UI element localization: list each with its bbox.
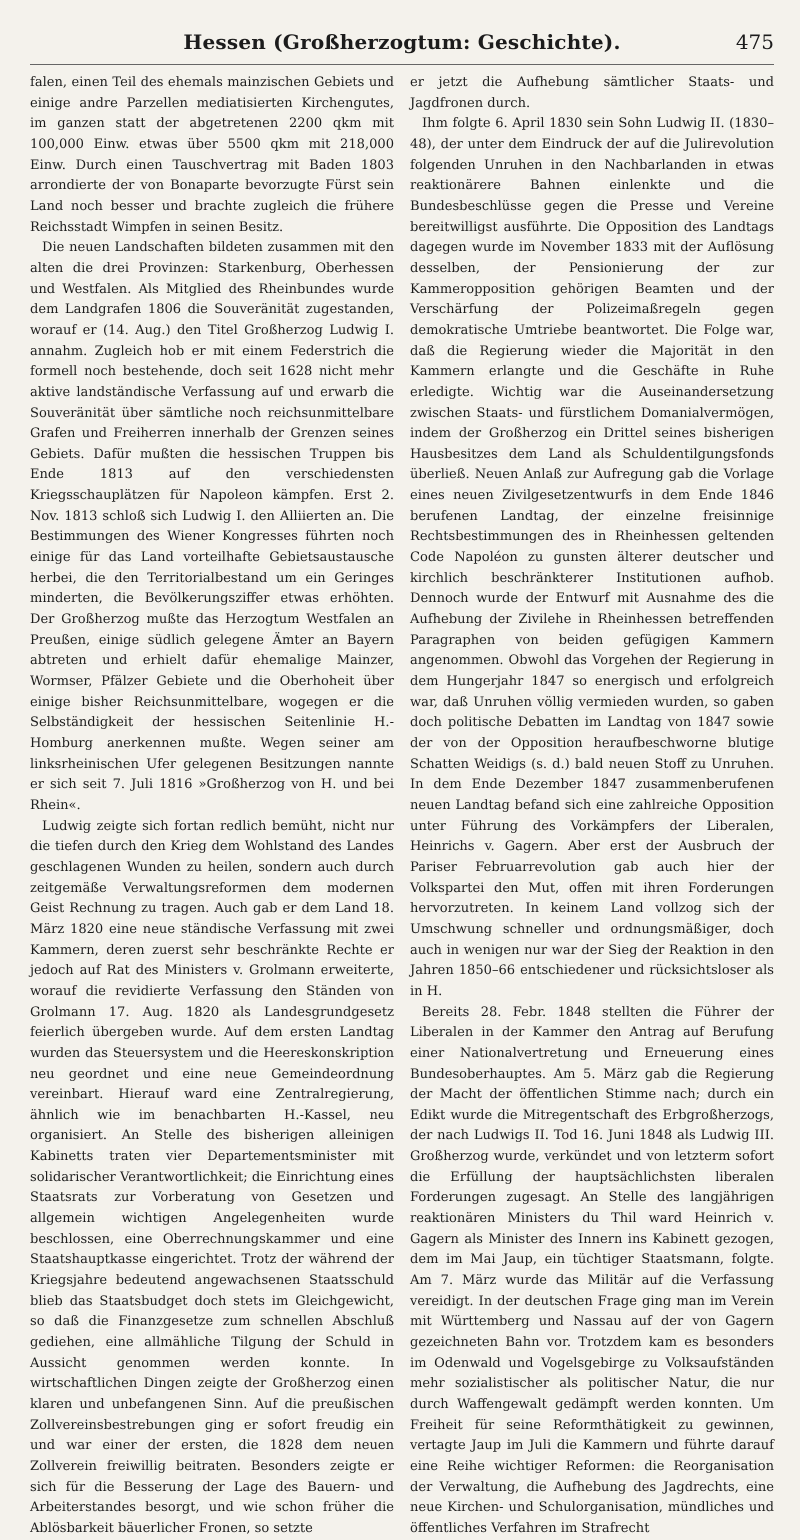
page-number: 475 xyxy=(735,30,774,54)
left-paragraph-1: falen, einen Teil des ehemals mainzischen Gebiets und einige andre Parzellen mediatisierten Kirchengutes, im ganzen statt der abgetretenen 2200 qkm mit 100,000 Einw. etwas über 5500 qkm mit 218,000 Einw. Durch einen Tauschvertrag mit Baden 1803 arrondierte der von Bonaparte bevorzugte Fürst sein Land noch besser und brachte zugleich die frühere Reichsstadt Wimpfen in seinen Besitz. xyxy=(30,75,394,235)
right-column xyxy=(410,73,774,1540)
right-paragraph-3: Bereits 28. Febr. 1848 stellten die Führer der Liberalen in der Kammer den Antrag auf Berufung einer Nationalvertretung und Erneuerung eines Bundesoberhauptes. Am 5. März gab die Regierung der Macht der öffentlichen Stimme nach; durch ein Edikt wurde die Mitregentschaft des Erbgroßherzogs, der nach Ludwigs II. Tod 16. Juni 1848 als Ludwig III. Großherzog wurde, verkündet und von letzterm sofort die Erfüllung der hauptsächlichsten liberalen Forderungen zugesagt. An Stelle des langjährigen reaktionären Ministers du Thil ward Heinrich v. Gagern als Minister des Innern ins Kabinett gezogen, dem im Mai Jaup, ein tüchtiger Staatsmann, folgte. Am 7. März wurde das Militär auf die Verfassung vereidigt. In der deutschen Frage ging man im Verein mit Württemberg und Nassau auf der von Gagern gezeichneten Bahn vor. Trotzdem kam es besonders im Odenwald und Vogelsgebirge zu Volksaufständen mehr sozialistischer als politischer Natur, die nur durch Waffengewalt gedämpft werden konnten. Um Freiheit für seine Reformthätigkeit zu gewinnen, vertagte Jaup im Juli die Kammern und führte darauf eine Reihe wichtiger Reformen: die Reorganisation der Verwaltung, die Aufhebung des Jagdrechts, eine neue Kirchen- und Schulorganisation, mündliches und öffentliches Verfahren im Strafrecht xyxy=(410,1004,774,1536)
left-paragraph-2: Die neuen Landschaften bildeten zusammen mit den alten die drei Provinzen: Starkenburg, Oberhessen und Westfalen. Als Mitglied des Rheinbundes wurde dem Landgrafen 1806 die Souveränität zugestanden, worauf er (14. Aug.) den Titel Großherzog Ludwig I. annahm. Zugleich hob er mit einem Federstrich die formell noch bestehende, doch seit 1628 nicht mehr aktive landständische Verfassung auf und erwarb die Souveränität über sämtliche noch reichsunmittelbare Grafen und Freiherren innerhalb der Grenzen seines Gebiets. Dafür mußten die hessischen Truppen bis Ende 1813 auf den verschiedensten Kriegsschauplätzen für Napoleon kämpfen. Erst 2. Nov. 1813 schloß sich Ludwig I. den Alliierten an. Die Bestimmungen des Wiener Kongresses führten noch einige für das Land vorteilhafte Gebietsaustausche herbei, die den Territorialbestand um ein Geringes minderten, die Bevölkerungsziffer etwas erhöhten. Der Großherzog mußte das Herzogtum Westfalen an Preußen, einige südlich gelegene Ämter an Bayern abtreten und erhielt dafür ehemalige Mainzer, Wormser, Pfälzer Gebiete und die Oberhoheit über einige bisher Reichsunmittelbare, wogegen er die Selbständigkeit der hessischen Seitenlinie H.-Homburg anerkennen mußte. Wegen seiner am linksrheinischen Ufer gelegenen Besitzungen nannte er sich seit 7. Juli 1816 »Großherzog von H. und bei Rhein«. xyxy=(30,240,394,813)
left-paragraph-3: Ludwig zeigte sich fortan redlich bemüht, nicht nur die tiefen durch den Krieg dem Wohlstand des Landes geschlagenen Wunden zu heilen, sondern auch durch zeitgemäße Verwaltungsreformen dem modernen Geist Rechnung zu tragen. Auch gab er dem Land 18. März 1820 eine neue ständische Verfassung mit zwei Kammern, deren zuerst sehr beschränkte Rechte er jedoch auf Rat des Ministers v. Grolmann erweiterte, worauf die revidierte Verfassung den Ständen von Grolmann 17. Aug. 1820 als Landesgrundgesetz feierlich übergeben wurde. Auf dem ersten Landtag wurden das Steuersystem und die Heereskonskription neu geordnet und eine neue Gemeindeordnung vereinbart. Hierauf ward eine Zentralregierung, ähnlich wie im benachbarten H.-Kassel, neu organisiert. An Stelle des bisherigen alleinigen Kabinetts traten vier Departementsminister mit solidarischer Verantwortlichkeit; die Einrichtung eines Staatsrats zur Vorberatung von Gesetzen und allgemein wichtigen Angelegenheiten wurde beschlossen, eine Oberrechnungskammer und eine Staatshauptkasse eingerichtet. Trotz der während der Kriegsjahre bedeutend angewachsenen Staatsschuld blieb das Staatsbudget doch stets im Gleichgewicht, so daß die Finanzgesetze zum schnellen Abschluß gediehen, eine allmähliche Tilgung der Schuld in Aussicht genommen werden konnte. In wirtschaftlichen Dingen zeigte der Großherzog einen klaren und unbefangenen Sinn. Auf die preußischen Zollvereinsbestrebungen ging er sofort freudig ein und war einer der ersten, die 1828 dem neuen Zollverein freiwillig beitraten. Besonders zeigte er sich für die Besserung der Lage des Bauern- und Arbeiterstandes besorgt, und wie schon früher die Ablösbarkeit bäuerlicher Fronen, so setzte xyxy=(30,818,394,1536)
two-column-body xyxy=(30,73,774,1540)
running-title: Hessen (Großherzogtum: Geschichte). xyxy=(183,30,621,54)
running-header xyxy=(30,30,774,65)
right-paragraph-1: er jetzt die Aufhebung sämtlicher Staats- und Jagdfronen durch. xyxy=(410,75,774,111)
right-paragraph-2: Ihm folgte 6. April 1830 sein Sohn Ludwig II. (1830–48), der unter dem Eindruck der auf die Julirevolution folgenden Unruhen in den Nachbarlanden in etwas reaktionärere Bahnen einlenkte und die Bundesbeschlüsse gegen die Presse und Vereine bereitwilligst ausführte. Die Opposition des Landtags dagegen wurde im November 1833 mit der Auflösung desselben, der Pensionierung der zur Kammeropposition gehörigen Beamten und der Verschärfung der Polizeimaßregeln gegen demokratische Umtriebe beantwortet. Die Folge war, daß die Regierung wieder die Majorität in den Kammern erlangte und die Geschäfte in Ruhe erledigte. Wichtig war die Auseinandersetzung zwischen Staats- und fürstlichem Domanialvermögen, indem der Großherzog ein Drittel seines bisherigen Hausbesitzes dem Land als Schuldentilgungsfonds überließ. Neuen Anlaß zur Aufregung gab die Vorlage eines neuen Zivilgesetzentwurfs in dem Ende 1846 berufenen Landtag, der einzelne freisinnige Rechtsbestimmungen des in Rheinhessen geltenden Code Napoléon zu gunsten älterer deutscher und kirchlich beschränkterer Institutionen aufhob. Dennoch wurde der Entwurf mit Ausnahme des die Aufhebung der Zivilehe in Rheinhessen betreffenden Paragraphen von beiden gefügigen Kammern angenommen. Obwohl das Vorgehen der Regierung in dem Hungerjahr 1847 so energisch und erfolgreich war, daß Unruhen völlig vermieden wurden, so gaben doch politische Debatten im Landtag von 1847 sowie der von der Opposition heraufbeschworne blutige Schatten Weidigs (s. d.) bald neuen Stoff zu Unruhen. In dem Ende Dezember 1847 zusammenberufenen neuen Landtag befand sich eine zahlreiche Opposition unter Führung des Vorkämpfers der Liberalen, Heinrichs v. Gagern. Aber erst der Ausbruch der Pariser Februarrevolution gab auch hier der Volkspartei den Mut, offen mit ihren Forderungen hervorzutreten. In keinem Land vollzog sich der Umschwung schneller und ordnungsmäßiger, doch auch in wenigen nur war der Sieg der Reaktion in den Jahren 1850–66 entschiedener und rücksichtsloser als in H. xyxy=(410,116,774,999)
left-column xyxy=(30,73,394,1540)
